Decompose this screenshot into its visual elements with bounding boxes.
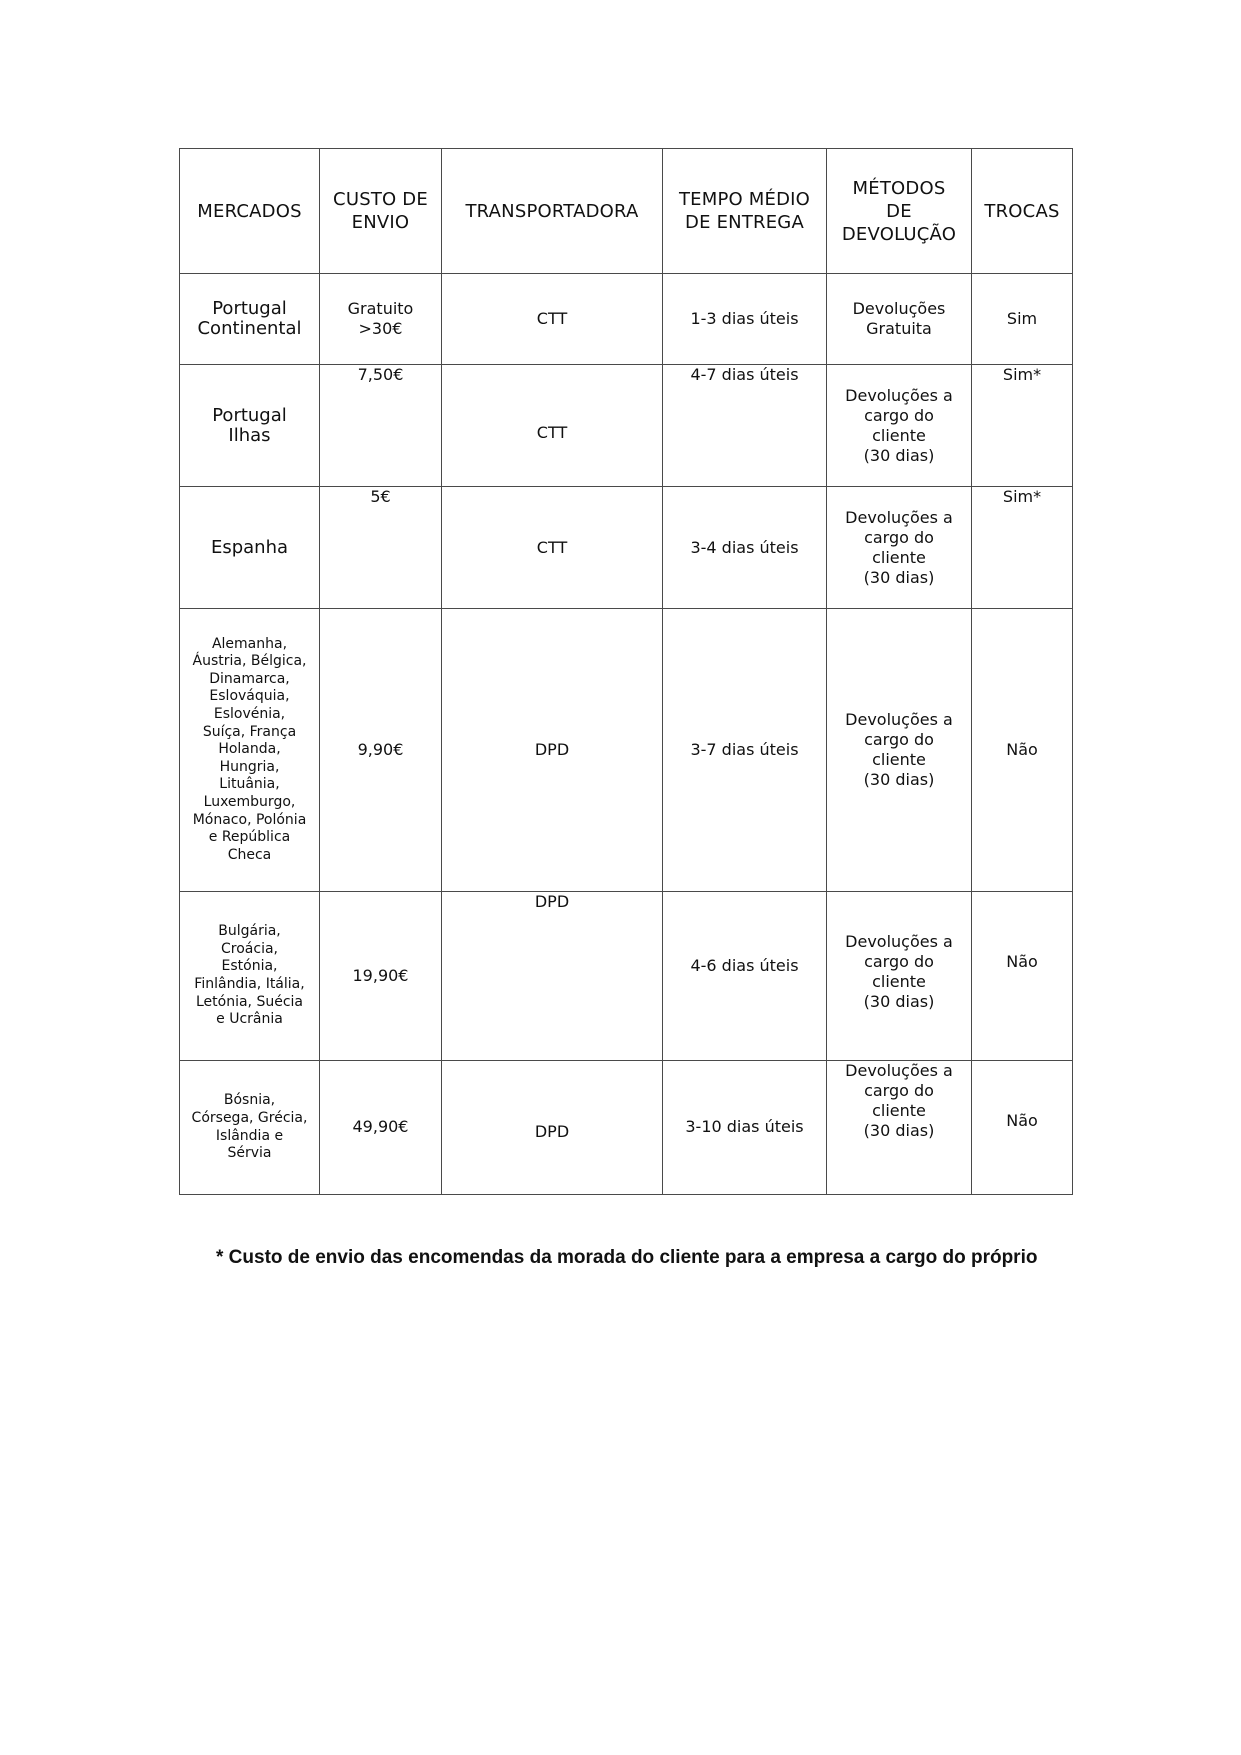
shipping-table [179, 148, 1073, 1195]
market-cell: Espanha [180, 487, 320, 609]
header-mercados: MERCADOS [180, 149, 320, 274]
header-custo-envio: CUSTO DE ENVIO [320, 149, 442, 274]
carrier-cell: CTT [442, 487, 663, 609]
shipping-cost-cell: Gratuito >30€ [320, 274, 442, 365]
shipping-cost-cell: 5€ [320, 487, 442, 609]
market-cell: Bósnia, Córsega, Grécia, Islândia e Sérvia [180, 1061, 320, 1195]
delivery-time-cell: 1-3 dias úteis [663, 274, 827, 365]
exchanges-cell: Sim [972, 274, 1073, 365]
table-row [180, 892, 1073, 1061]
exchanges-cell: Não [972, 892, 1073, 1061]
market-cell: Portugal Continental [180, 274, 320, 365]
table-row [180, 274, 1073, 365]
exchanges-cell: Sim* [972, 487, 1073, 609]
header-tempo-entrega: TEMPO MÉDIO DE ENTREGA [663, 149, 827, 274]
footnote: * Custo de envio das encomendas da morada do cliente para a empresa a cargo do próprio [216, 1247, 1038, 1268]
exchanges-cell: Não [972, 609, 1073, 892]
header-metodos-devolucao: MÉTODOS DE DEVOLUÇÃO [827, 149, 972, 274]
delivery-time-cell: 3-7 dias úteis [663, 609, 827, 892]
return-method-cell: Devoluções a cargo do cliente (30 dias) [827, 892, 972, 1061]
return-method-cell: Devoluções a cargo do cliente (30 dias) [827, 609, 972, 892]
carrier-cell: CTT [442, 365, 663, 487]
market-cell: Alemanha, Áustria, Bélgica, Dinamarca, Eslováquia, Eslovénia, Suíça, França Holanda, Hungria, Lituânia, Luxemburgo, Mónaco, Polónia e República Checa [180, 609, 320, 892]
carrier-cell: DPD [442, 1061, 663, 1195]
delivery-time-cell: 4-7 dias úteis [663, 365, 827, 487]
return-method-cell: Devoluções a cargo do cliente (30 dias) [827, 1061, 972, 1195]
header-transportadora: TRANSPORTADORA [442, 149, 663, 274]
table-row [180, 1061, 1073, 1195]
carrier-cell: CTT [442, 274, 663, 365]
return-method-cell: Devoluções a cargo do cliente (30 dias) [827, 487, 972, 609]
carrier-cell: DPD [442, 892, 663, 1061]
table-row [180, 487, 1073, 609]
delivery-time-cell: 4-6 dias úteis [663, 892, 827, 1061]
market-cell: Portugal Ilhas [180, 365, 320, 487]
table-row [180, 365, 1073, 487]
exchanges-cell: Sim* [972, 365, 1073, 487]
shipping-cost-cell: 9,90€ [320, 609, 442, 892]
exchanges-cell: Não [972, 1061, 1073, 1195]
carrier-cell: DPD [442, 609, 663, 892]
return-method-cell: Devoluções a cargo do cliente (30 dias) [827, 365, 972, 487]
header-trocas: TROCAS [972, 149, 1073, 274]
delivery-time-cell: 3-4 dias úteis [663, 487, 827, 609]
table-header-row [180, 149, 1073, 274]
table-row [180, 609, 1073, 892]
market-cell: Bulgária, Croácia, Estónia, Finlândia, Itália, Letónia, Suécia e Ucrânia [180, 892, 320, 1061]
return-method-cell: Devoluções Gratuita [827, 274, 972, 365]
shipping-cost-cell: 7,50€ [320, 365, 442, 487]
shipping-cost-cell: 49,90€ [320, 1061, 442, 1195]
shipping-cost-cell: 19,90€ [320, 892, 442, 1061]
delivery-time-cell: 3-10 dias úteis [663, 1061, 827, 1195]
